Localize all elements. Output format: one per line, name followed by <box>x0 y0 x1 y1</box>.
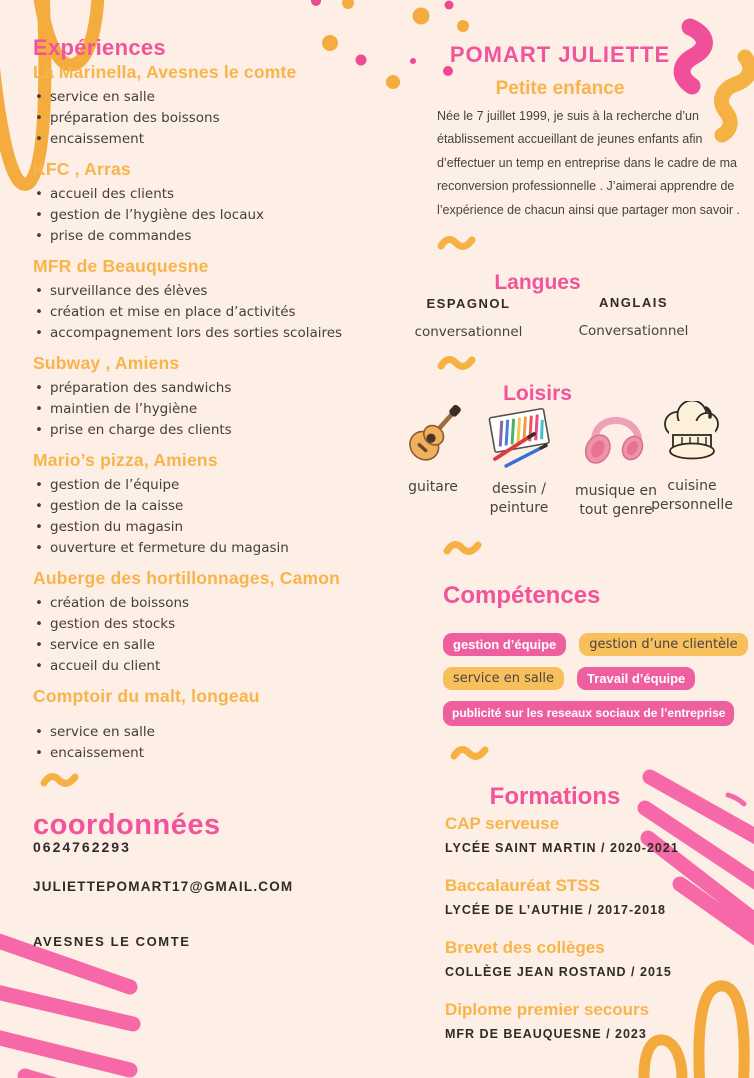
experience-list <box>33 62 411 773</box>
task-item: • service en salle <box>33 87 411 108</box>
task-item: • maintien de l’hygiène <box>33 399 411 420</box>
email-address: JULIETTEPOMART17@GMAIL.COM <box>33 879 294 894</box>
marker-scribble-bottom-left-icon <box>0 938 133 1078</box>
target-field-subtitle: Petite enfance <box>495 77 625 99</box>
school-and-years: LYCÉE DE L’AUTHIE / 2017-2018 <box>445 903 666 917</box>
candidate-name: POMART JULIETTE <box>449 41 671 67</box>
hobby-item <box>466 406 572 518</box>
task-item: • encaissement <box>33 129 411 150</box>
job-title: Comptoir du malt, longeau <box>33 686 260 706</box>
about-paragraph: Née le 7 juillet 1999, je suis à la recherche d’un établissement accueillant de jeunes enfants afin d’effectuer un temp en entreprise dans le cadre de ma reconversion professionnelle . J’aimerai apprendre de l’expérience de chacun ainsi que partager mon savoir . <box>437 108 740 217</box>
experience-entry <box>33 353 411 441</box>
skills-title: Compétences <box>443 582 601 610</box>
task-item: • accueil du client <box>33 656 411 677</box>
city-location: AVESNES LE COMTE <box>33 934 191 949</box>
squiggle-divider-icon <box>448 744 494 762</box>
task-item: • préparation des sandwichs <box>33 378 411 399</box>
degree-name: Brevet des collèges <box>445 938 605 957</box>
squiggle-divider-icon <box>40 771 82 789</box>
education-title: Formations <box>489 783 621 811</box>
chef-hat-icon <box>659 401 725 467</box>
experience-entry <box>33 450 411 559</box>
task-item: • accompagnement lors des sorties scolaires <box>33 323 411 344</box>
skill-badges <box>443 633 754 726</box>
skill-badge: gestion d’équipe <box>443 633 566 656</box>
job-title: Mario’s pizza, Amiens <box>33 450 218 470</box>
squiggle-divider-icon <box>437 234 479 252</box>
job-tasks <box>33 593 411 677</box>
job-tasks <box>33 87 411 150</box>
job-title: La Marinella, Avesnes le comte <box>33 62 297 82</box>
hobby-item <box>650 401 734 515</box>
degree-name: Diplome premier secours <box>445 1000 650 1019</box>
language-entry <box>406 296 531 340</box>
language-name: ANGLAIS <box>599 295 668 310</box>
task-item: • encaissement <box>33 743 411 764</box>
task-item: • gestion de l’équipe <box>33 475 411 496</box>
task-item: • ouverture et fermeture du magasin <box>33 538 411 559</box>
degree-name: CAP serveuse <box>445 814 560 833</box>
education-list <box>445 813 750 1061</box>
task-item: • prise en charge des clients <box>33 420 411 441</box>
guitar-icon <box>403 404 463 468</box>
skill-badge: service en salle <box>443 667 564 690</box>
job-tasks <box>33 184 411 247</box>
phone-number: 0624762293 <box>33 839 131 855</box>
education-entry <box>445 813 750 855</box>
hobbies-title: Loisirs <box>503 382 572 406</box>
hobby-item <box>399 404 467 497</box>
task-item: • création de boissons <box>33 593 411 614</box>
school-and-years: MFR DE BEAUQUESNE / 2023 <box>445 1027 647 1041</box>
school-and-years: COLLÈGE JEAN ROSTAND / 2015 <box>445 965 672 979</box>
job-title: Subway , Amiens <box>33 353 180 373</box>
task-item: • service en salle <box>33 635 411 656</box>
task-item: • gestion des stocks <box>33 614 411 635</box>
task-item: • prise de commandes <box>33 226 411 247</box>
task-item: • surveillance des élèves <box>33 281 411 302</box>
education-entry <box>445 875 750 917</box>
education-entry <box>445 999 750 1041</box>
degree-name: Baccalauréat STSS <box>445 876 600 895</box>
hobby-label: cuisine personnelle <box>651 478 733 513</box>
job-title: MFR de Beauquesne <box>33 256 209 276</box>
job-tasks <box>33 722 411 764</box>
colored-pencils-icon <box>483 406 555 470</box>
hobby-label: dessin / peinture <box>489 481 549 516</box>
language-level: Conversationnel <box>578 323 689 339</box>
job-tasks <box>33 281 411 344</box>
experience-entry <box>33 568 411 677</box>
job-title: Auberge des hortillonnages, Camon <box>33 568 341 588</box>
skill-badge: gestion d’une clientèle <box>579 633 747 656</box>
skill-badge: Travail d’équipe <box>577 667 695 690</box>
squiggle-divider-icon <box>443 539 485 557</box>
languages-title: Langues <box>494 271 581 295</box>
job-tasks <box>33 378 411 441</box>
task-item: • gestion de la caisse <box>33 496 411 517</box>
language-entry <box>566 295 701 339</box>
job-tasks <box>33 475 411 559</box>
hobby-label: guitare <box>408 479 458 495</box>
task-item: • création et mise en place d’activités <box>33 302 411 323</box>
headphones-icon <box>581 404 651 472</box>
job-title: KFC , Arras <box>33 159 131 179</box>
task-item: • gestion de l’hygiène des locaux <box>33 205 411 226</box>
language-name: ESPAGNOL <box>426 296 511 311</box>
education-entry <box>445 937 750 979</box>
task-item: • gestion du magasin <box>33 517 411 538</box>
experiences-title: Expériences <box>33 34 166 60</box>
skill-badge: publicité sur les reseaux sociaux de l’entreprise <box>443 701 734 726</box>
experience-entry <box>33 686 411 764</box>
language-level: conversationnel <box>414 324 523 340</box>
hobby-label: musique en tout genre <box>574 483 657 518</box>
experience-entry <box>33 62 411 150</box>
task-item: • préparation des boissons <box>33 108 411 129</box>
experience-entry <box>33 159 411 247</box>
contact-title: coordonnées <box>33 809 221 842</box>
experience-entry <box>33 256 411 344</box>
squiggle-divider-icon <box>437 354 479 372</box>
school-and-years: LYCÉE SAINT MARTIN / 2020-2021 <box>445 841 679 855</box>
task-item: • service en salle <box>33 722 411 743</box>
task-item: • accueil des clients <box>33 184 411 205</box>
